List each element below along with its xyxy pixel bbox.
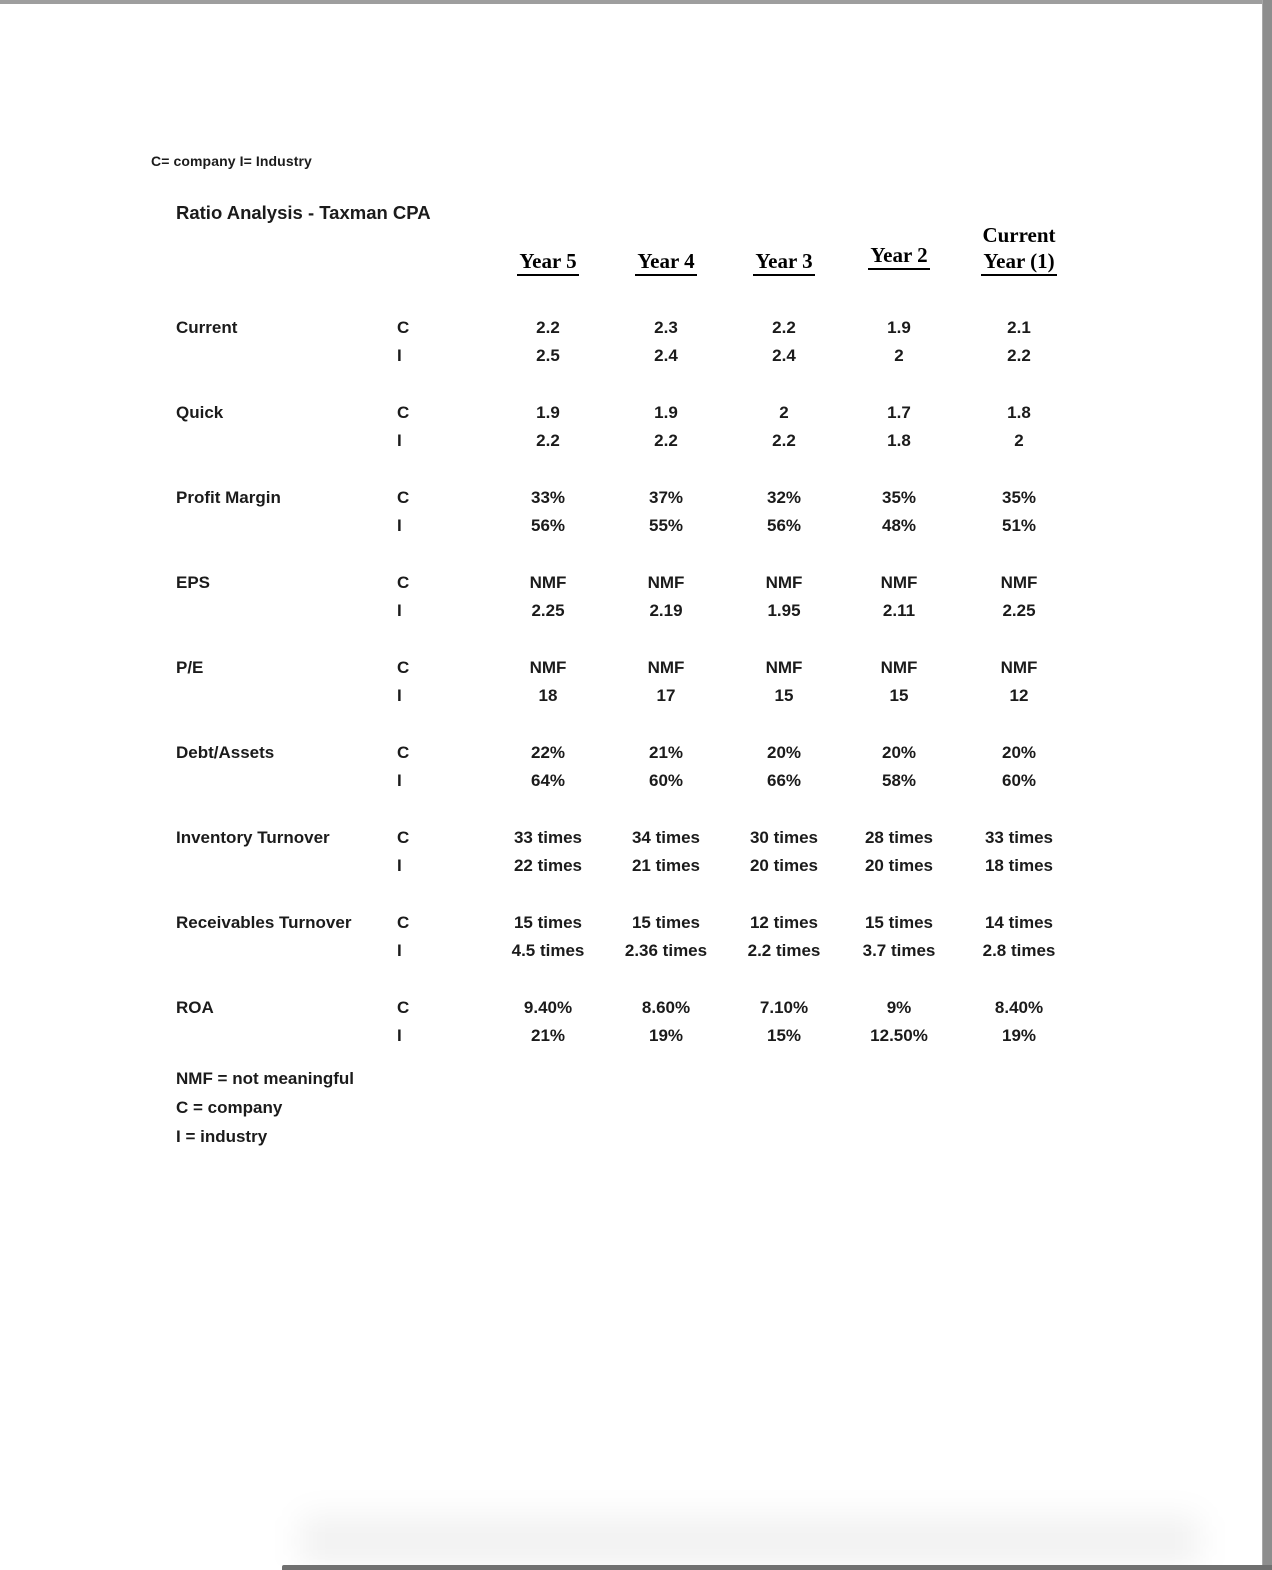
- ratio-value: 18 times: [984, 856, 1054, 875]
- ratio-value: 15%: [766, 1026, 802, 1045]
- ratio-value: 2.5: [536, 346, 560, 365]
- ratio-value: 66%: [766, 771, 802, 790]
- ratio-value: 58%: [881, 771, 917, 790]
- table-row-industry: [176, 427, 1083, 455]
- ratio-value: 2.11: [882, 601, 916, 620]
- table-row-company: [176, 994, 1083, 1022]
- ratio-value: 37%: [648, 488, 684, 507]
- ratio-value: 2.2: [1007, 346, 1031, 365]
- ratio-value: 2.4: [772, 346, 796, 365]
- table-row-industry: [176, 342, 1083, 370]
- ratio-value: 2.36 times: [624, 941, 708, 960]
- ratio-value: 15: [774, 686, 794, 705]
- ratio-value: 15 times: [631, 913, 701, 932]
- ratio-value: 2.2: [536, 431, 560, 450]
- ratio-label: Profit Margin: [176, 488, 281, 507]
- ratio-value: 15: [889, 686, 909, 705]
- ratio-value: 2.2 times: [747, 941, 821, 960]
- industry-indicator: I: [397, 601, 402, 620]
- ratio-value: 22 times: [513, 856, 583, 875]
- column-header-year2: Year 2: [843, 222, 955, 276]
- company-indicator: C: [397, 573, 410, 592]
- window-top-edge: [0, 0, 1272, 4]
- ratio-value: 33 times: [984, 828, 1054, 847]
- table-row-company: [176, 739, 1083, 767]
- ratio-value: 1.9: [536, 403, 560, 422]
- column-header-year4: Year 4: [607, 222, 725, 276]
- ratio-value: 9.40%: [523, 998, 573, 1017]
- table-row-company: [176, 484, 1083, 512]
- ratio-label: Current: [176, 318, 238, 337]
- company-indicator: C: [397, 658, 410, 677]
- ratio-value: 15 times: [864, 913, 934, 932]
- ratio-label: ROA: [176, 998, 214, 1017]
- ratio-value: 7.10%: [759, 998, 809, 1017]
- column-header-year5: Year 5: [489, 222, 607, 276]
- ratio-label: Debt/Assets: [176, 743, 275, 762]
- industry-indicator: I: [397, 771, 402, 790]
- ratio-value: 33%: [530, 488, 566, 507]
- table-row-company: [176, 909, 1083, 937]
- ratio-value: 1.9: [887, 318, 911, 337]
- table-row-industry: [176, 512, 1083, 540]
- ratio-value: 64%: [530, 771, 566, 790]
- ratio-value: NMF: [765, 573, 803, 592]
- ratio-value: 60%: [648, 771, 684, 790]
- ratio-value: 2.2: [772, 431, 796, 450]
- ratio-value: 12 times: [749, 913, 819, 932]
- ratio-label: P/E: [176, 658, 204, 677]
- table-row-company: [176, 314, 1083, 342]
- ratio-value: 8.60%: [641, 998, 691, 1017]
- column-header-current-year: Current Year (1): [955, 222, 1083, 276]
- ratio-value: 1.7: [887, 403, 911, 422]
- ratio-label: Inventory Turnover: [176, 828, 330, 847]
- ratio-value: 56%: [766, 516, 802, 535]
- ratio-value: 2.19: [649, 601, 683, 620]
- ratio-value: 9%: [886, 998, 912, 1017]
- ratio-value: 21%: [530, 1026, 566, 1045]
- ratio-value: 2.1: [1007, 318, 1031, 337]
- company-indicator: C: [397, 403, 410, 422]
- industry-indicator: I: [397, 431, 402, 450]
- company-indicator: C: [397, 828, 410, 847]
- table-row-company: [176, 654, 1083, 682]
- ratio-value: 12: [1009, 686, 1029, 705]
- ratio-value: 2.3: [654, 318, 678, 337]
- ratio-value: 1.8: [1007, 403, 1031, 422]
- ratio-value: 35%: [881, 488, 917, 507]
- ratio-value: 8.40%: [994, 998, 1044, 1017]
- ratio-value: 20 times: [749, 856, 819, 875]
- ratio-value: 2: [894, 346, 904, 365]
- ratio-value: 12.50%: [870, 1026, 928, 1045]
- industry-indicator: I: [397, 346, 402, 365]
- ratio-value: NMF: [765, 658, 803, 677]
- company-indicator: C: [397, 743, 410, 762]
- ratio-value: 55%: [648, 516, 684, 535]
- ratio-value: 20%: [766, 743, 802, 762]
- ratio-value: 2: [779, 403, 789, 422]
- ratio-value: 20 times: [864, 856, 934, 875]
- ratio-value: NMF: [880, 573, 918, 592]
- ratio-value: 28 times: [864, 828, 934, 847]
- footnote-company: C = company: [176, 1098, 283, 1117]
- ratio-value: 32%: [766, 488, 802, 507]
- ratio-value: NMF: [529, 658, 567, 677]
- ratio-value: 2.25: [1002, 601, 1036, 620]
- ratio-value: 18: [538, 686, 558, 705]
- ratio-value: NMF: [1000, 658, 1038, 677]
- page-title: Ratio Analysis - Taxman CPA: [176, 202, 431, 223]
- ratio-label: Quick: [176, 403, 224, 422]
- table-row-industry: [176, 682, 1083, 710]
- column-header-year3: Year 3: [725, 222, 843, 276]
- ratio-label: EPS: [176, 573, 211, 592]
- table-row-company: [176, 569, 1083, 597]
- company-indicator: C: [397, 913, 410, 932]
- ratio-value: 1.95: [767, 601, 801, 620]
- ratio-label: Receivables Turnover: [176, 913, 352, 932]
- ratio-value: NMF: [647, 658, 685, 677]
- industry-indicator: I: [397, 1026, 402, 1045]
- ratio-value: 2: [1014, 431, 1024, 450]
- ratio-value: 60%: [1001, 771, 1037, 790]
- ratio-value: 48%: [881, 516, 917, 535]
- ratio-value: 15 times: [513, 913, 583, 932]
- legend-top: C= company I= Industry: [151, 153, 312, 169]
- ratio-value: 34 times: [631, 828, 701, 847]
- table-row-industry: [176, 597, 1083, 625]
- ratio-value: 19%: [648, 1026, 684, 1045]
- ratio-value: 14 times: [984, 913, 1054, 932]
- company-indicator: C: [397, 318, 410, 337]
- bottom-window-shadow: [300, 1515, 1200, 1567]
- ratio-value: 3.7 times: [862, 941, 936, 960]
- ratio-value: 17: [656, 686, 676, 705]
- bottom-window-edge: [282, 1565, 1272, 1570]
- ratio-value: 35%: [1001, 488, 1037, 507]
- footnotes: [176, 1064, 354, 1151]
- ratio-value: 22%: [530, 743, 566, 762]
- table-row-industry: [176, 937, 1083, 965]
- footnote-industry: I = industry: [176, 1127, 268, 1146]
- company-indicator: C: [397, 998, 410, 1017]
- footnote-nmf: NMF = not meaningful: [176, 1069, 355, 1088]
- table-row-company: [176, 399, 1083, 427]
- ratio-value: 4.5 times: [511, 941, 585, 960]
- ratio-value: 21%: [648, 743, 684, 762]
- ratio-value: NMF: [529, 573, 567, 592]
- ratio-value: 20%: [881, 743, 917, 762]
- industry-indicator: I: [397, 516, 402, 535]
- table-row-industry: [176, 1022, 1083, 1050]
- ratio-value: NMF: [880, 658, 918, 677]
- ratio-value: 19%: [1001, 1026, 1037, 1045]
- ratio-value: 2.2: [536, 318, 560, 337]
- ratio-value: 21 times: [631, 856, 701, 875]
- ratio-value: 2.2: [772, 318, 796, 337]
- ratio-value: 1.9: [654, 403, 678, 422]
- page-right-edge: [1262, 0, 1272, 1570]
- ratio-value: NMF: [647, 573, 685, 592]
- ratio-value: 56%: [530, 516, 566, 535]
- industry-indicator: I: [397, 856, 402, 875]
- ratio-value: 2.2: [654, 431, 678, 450]
- table-header-row: [176, 222, 1083, 276]
- ratio-value: 33 times: [513, 828, 583, 847]
- ratio-value: 20%: [1001, 743, 1037, 762]
- table-row-company: [176, 824, 1083, 852]
- ratio-value: 2.4: [654, 346, 678, 365]
- company-indicator: C: [397, 488, 410, 507]
- ratio-value: 2.25: [531, 601, 565, 620]
- ratio-value: 51%: [1001, 516, 1037, 535]
- ratio-value: 1.8: [887, 431, 911, 450]
- table-row-industry: [176, 767, 1083, 795]
- industry-indicator: I: [397, 941, 402, 960]
- ratio-value: 2.8 times: [982, 941, 1056, 960]
- ratio-analysis-table: [176, 222, 1083, 1079]
- ratio-value: NMF: [1000, 573, 1038, 592]
- ratio-value: 30 times: [749, 828, 819, 847]
- table-row-industry: [176, 852, 1083, 880]
- industry-indicator: I: [397, 686, 402, 705]
